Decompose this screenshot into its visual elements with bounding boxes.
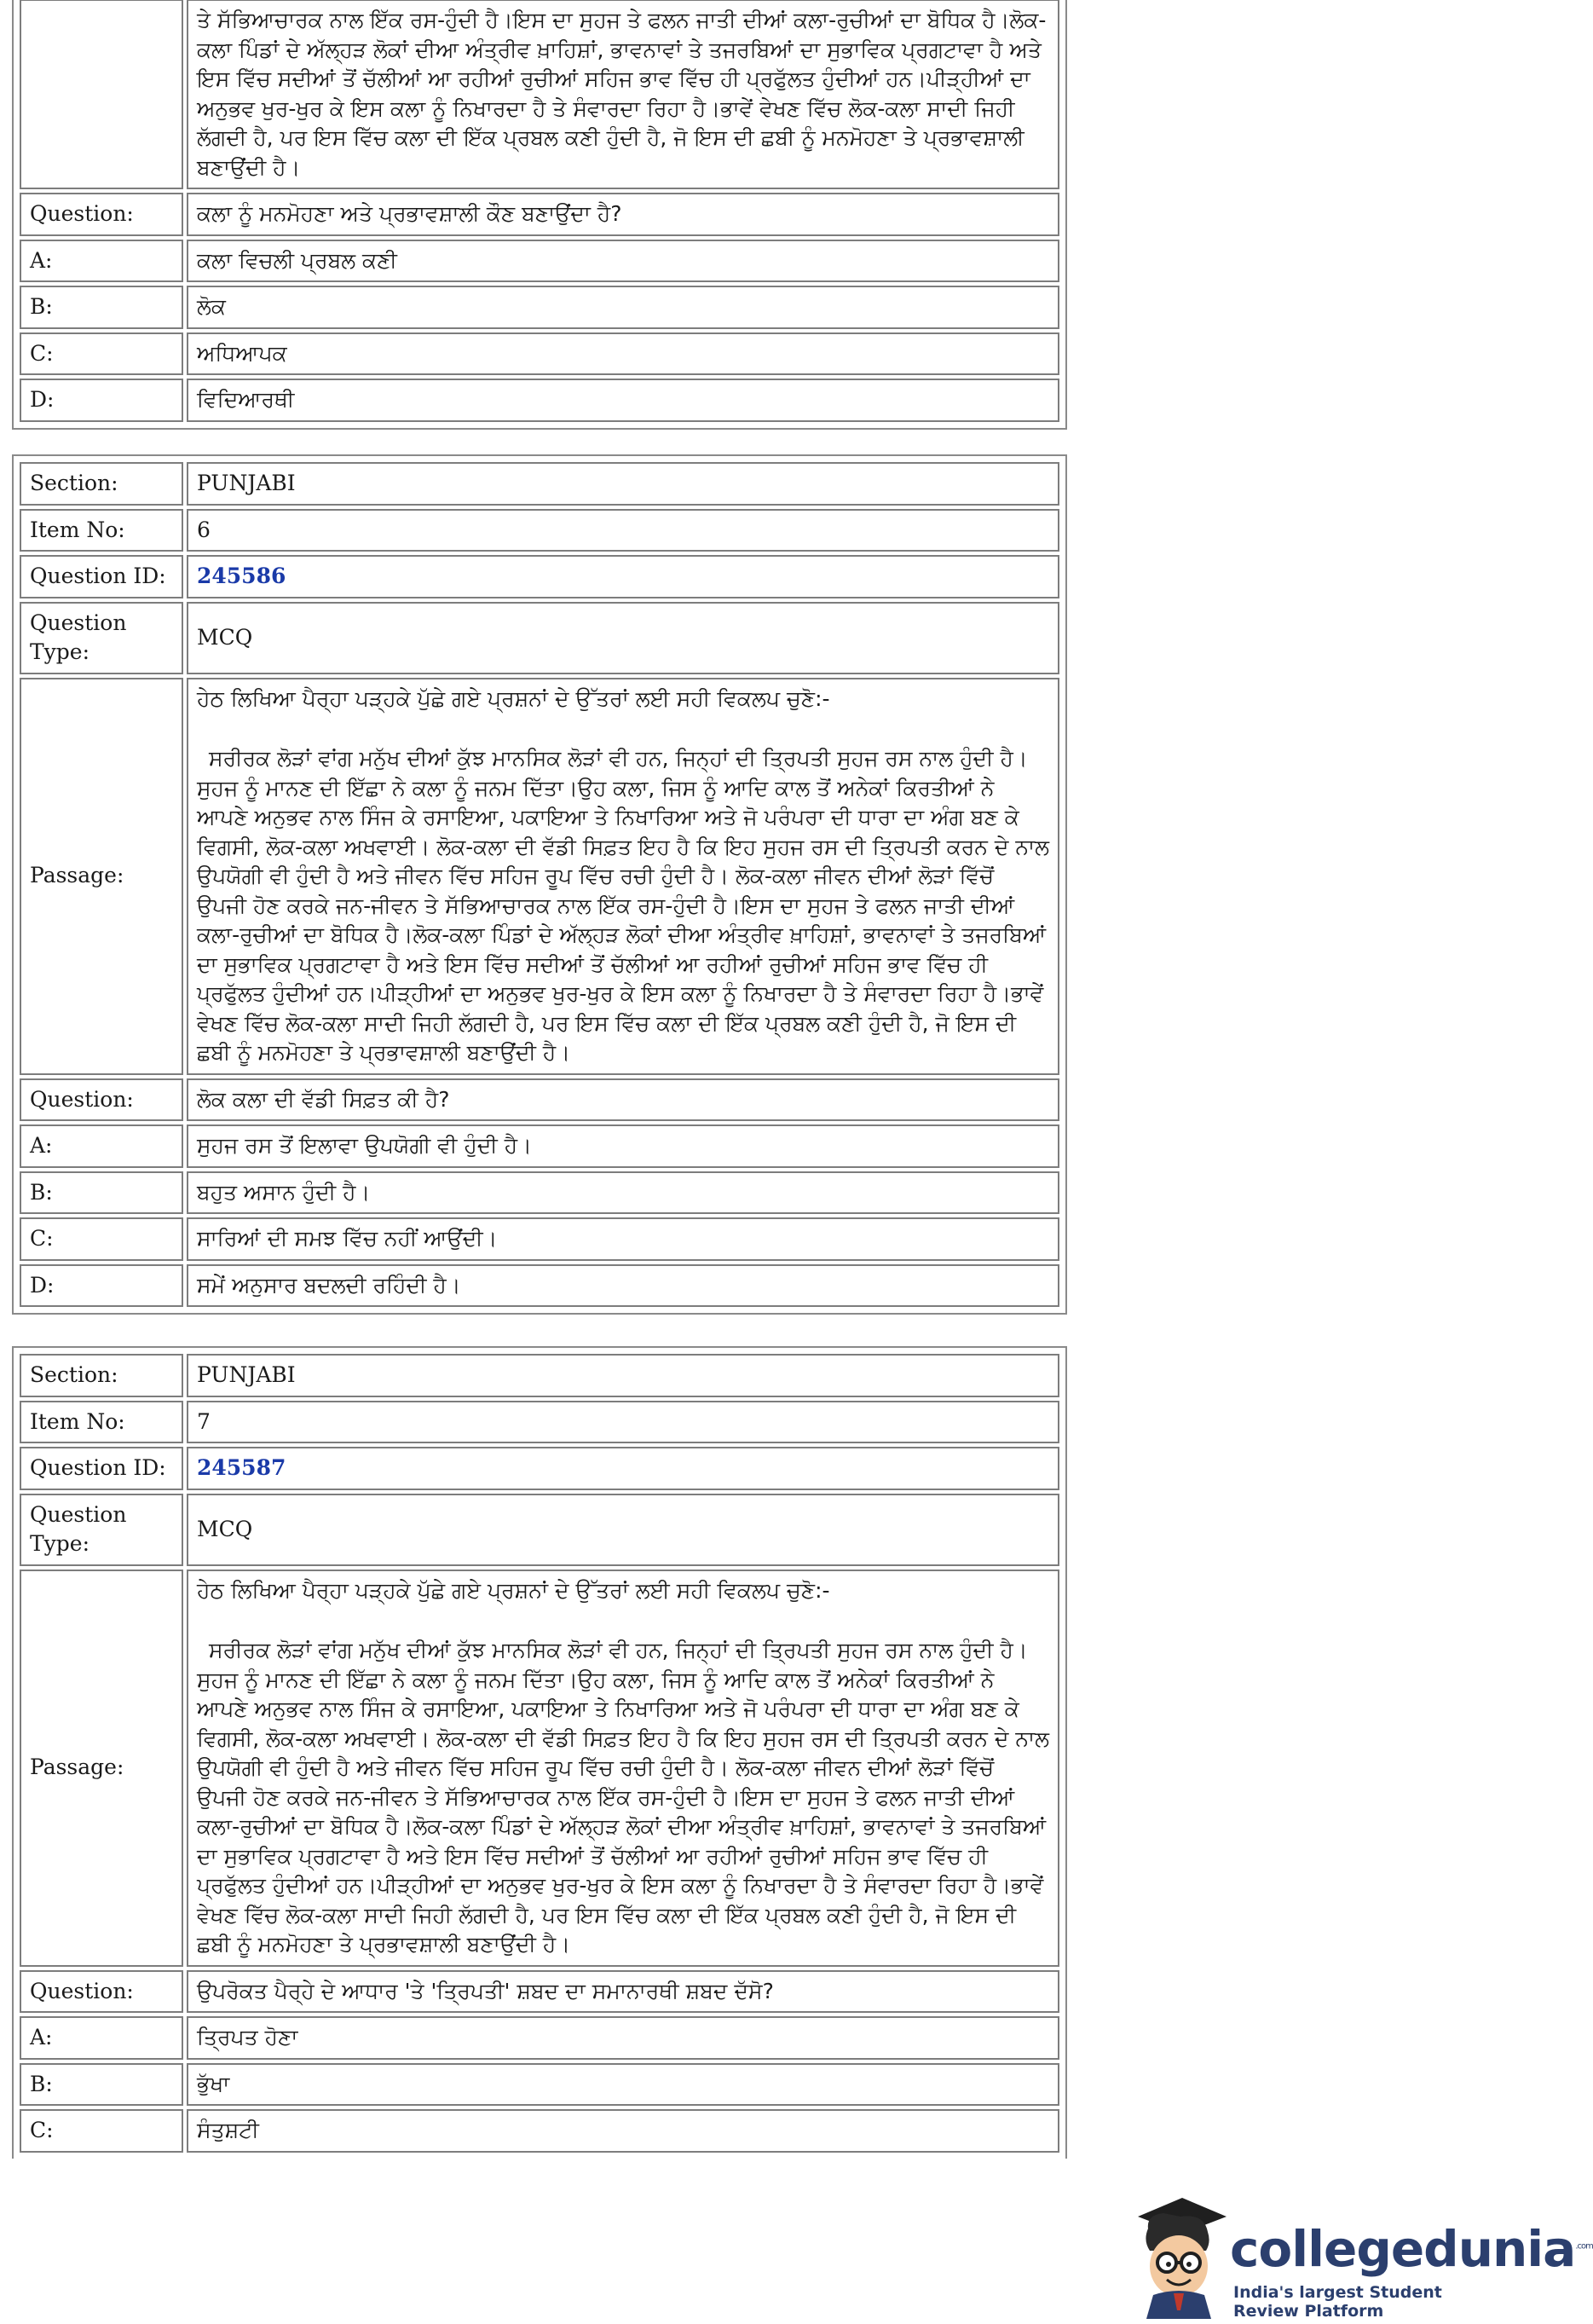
option-a-text: ਕਲਾ ਵਿਚਲੀ ਪ੍ਰਬਲ ਕਣੀ: [187, 240, 1059, 283]
option-d-text: ਸਮੇਂ ਅਨੁਸਾਰ ਬਦਲਦੀ ਰਹਿੰਦੀ ਹੈ।: [187, 1264, 1059, 1308]
passage-cell: [187, 0, 1059, 189]
brand-name: [1230, 2220, 1593, 2278]
question-label: Question:: [20, 1078, 183, 1122]
option-a-label: A:: [20, 240, 183, 283]
option-c-text: ਸੰਤੁਸ਼ਟੀ: [187, 2109, 1059, 2153]
passage-label-cell: [20, 0, 183, 189]
item-no-label: Item No:: [20, 1401, 183, 1444]
brand-tagline: India's largest Student Review Platform: [1233, 2283, 1442, 2321]
question-id-label: Question ID:: [20, 1447, 183, 1490]
question-table-item-6: [12, 454, 1067, 1315]
question-table-item-5: [12, 0, 1067, 430]
option-b-label: B:: [20, 286, 183, 329]
option-d-label: D:: [20, 379, 183, 422]
passage-intro: ਹੇਠ ਲਿਖਿਆ ਪੈਰ੍ਹਾ ਪੜ੍ਹਕੇ ਪੁੱਛੇ ਗਏ ਪ੍ਰਸ਼ਨਾਂ ਦੇ ਉੱਤਰਾਂ ਲਈ ਸਹੀ ਵਿਕਲਪ ਚੁਣੋ:-: [197, 685, 830, 711]
section-value: PUNJABI: [187, 1354, 1059, 1397]
question-label: Question:: [20, 1970, 183, 2014]
question-id-label: Question ID:: [20, 555, 183, 598]
option-a-label: A:: [20, 2016, 183, 2060]
option-c-label: C:: [20, 1217, 183, 1261]
passage-label: Passage:: [20, 1570, 183, 1967]
question-text: ਉਪਰੋਕਤ ਪੈਰ੍ਹੇ ਦੇ ਆਧਾਰ 'ਤੇ 'ਤ੍ਰਿਪਤੀ' ਸ਼ਬਦ ਦਾ ਸਮਾਨਾਰਥੀ ਸ਼ਬਦ ਦੱਸੋ?: [187, 1970, 1059, 2014]
brand-suffix: .com: [1575, 2241, 1593, 2252]
option-b-label: B:: [20, 2063, 183, 2107]
option-a-text: ਸੁਹਜ ਰਸ ਤੋਂ ਇਲਾਵਾ ਉਪਯੋਗੀ ਵੀ ਹੁੰਦੀ ਹੈ।: [187, 1124, 1059, 1168]
option-b-text: ਭੁੱਖਾ: [187, 2063, 1059, 2107]
passage-text: ਸਰੀਰਕ ਲੋੜਾਂ ਵਾਂਗ ਮਨੁੱਖ ਦੀਆਂ ਕੁੱਝ ਮਾਨਸਿਕ ਲੋੜਾਂ ਵੀ ਹਨ, ਜਿਨ੍ਹਾਂ ਦੀ ਤ੍ਰਿਪਤੀ ਸੁਹਜ ਰਸ ਨਾਲ ਹੁੰਦੀ ਹੈ।ਸੁਹਜ ਨੂੰ ਮਾਨਣ ਦੀ ਇੱਛਾ ਨੇ ਕਲਾ ਨੂੰ ਜਨਮ ਦਿੱਤਾ।ਉਹ ਕਲਾ, ਜਿਸ ਨੂੰ ਆਦਿ ਕਾਲ ਤੋਂ ਅਨੇਕਾਂ ਕਿਰਤੀਆਂ ਨੇ ਆਪਣੇ ਅਨੁਭਵ ਨਾਲ ਸਿੰਜ ਕੇ ਰਸਾਇਆ, ਪਕਾਇਆ ਤੇ ਨਿਖਾਰਿਆ ਅਤੇ ਜੋ ਪਰੰਪਰਾ ਦੀ ਧਾਰਾ ਦਾ ਅੰਗ ਬਣ ਕੇ ਵਿਗਸੀ, ਲੋਕ-ਕਲਾ ਅਖਵਾਈ। ਲੋਕ-ਕਲਾ ਦੀ ਵੱਡੀ ਸਿਫ਼ਤ ਇਹ ਹੈ ਕਿ ਇਹ ਸੁਹਜ ਰਸ ਦੀ ਤ੍ਰਿਪਤੀ ਕਰਨ ਦੇ ਨਾਲ ਉਪਯੋਗੀ ਵੀ ਹੁੰਦੀ ਹੈ ਅਤੇ ਜੀਵਨ ਵਿੱਚ ਸਹਿਜ ਰੂਪ ਵਿੱਚ ਰਚੀ ਹੁੰਦੀ ਹੈ। ਲੋਕ-ਕਲਾ ਜੀਵਨ ਦੀਆਂ ਲੋੜਾਂ ਵਿੱਚੋਂ ਉਪਜੀ ਹੋਣ ਕਰਕੇ ਜਨ-ਜੀਵਨ ਤੇ ਸੱਭਿਆਚਾਰਕ ਨਾਲ ਇੱਕ ਰਸ-ਹੁੰਦੀ ਹੈ।ਇਸ ਦਾ ਸੁਹਜ ਤੇ ਫਲਨ ਜਾਤੀ ਦੀਆਂ ਕਲਾ-ਰੁਚੀਆਂ ਦਾ ਬੋਧਿਕ ਹੈ।ਲੋਕ-ਕਲਾ ਪਿੰਡਾਂ ਦੇ ਅੱਲ੍ਹੜ ਲੋਕਾਂ ਦੀਆ ਅੰਤ੍ਰੀਵ ਖ਼ਾਹਿਸ਼ਾਂ, ਭਾਵਨਾਵਾਂ ਤੇ ਤਜਰਬਿਆਂ ਦਾ ਸੁਭਾਵਿਕ ਪ੍ਰਗਟਾਵਾ ਹੈ ਅਤੇ ਇਸ ਵਿੱਚ ਸਦੀਆਂ ਤੋਂ ਚੱਲੀਆਂ ਆ ਰਹੀਆਂ ਰੁਚੀਆਂ ਸਹਿਜ ਭਾਵ ਵਿੱਚ ਹੀ ਪ੍ਰਫੁੱਲਤ ਹੁੰਦੀਆਂ ਹਨ।ਪੀੜ੍ਹੀਆਂ ਦਾ ਅਨੁਭਵ ਖੁਰ-ਖੁਰ ਕੇ ਇਸ ਕਲਾ ਨੂੰ ਨਿਖਾਰਦਾ ਹੈ ਤੇ ਸੰਵਾਰਦਾ ਰਿਹਾ ਹੈ।ਭਾਵੇਂ ਵੇਖਣ ਵਿੱਚ ਲੋਕ-ਕਲਾ ਸਾਦੀ ਜਿਹੀ ਲੱਗਦੀ ਹੈ, ਪਰ ਇਸ ਵਿੱਚ ਕਲਾ ਦੀ ਇੱਕ ਪ੍ਰਬਲ ਕਣੀ ਹੁੰਦੀ ਹੈ, ਜੋ ਇਸ ਦੀ ਛਬੀ ਨੂੰ ਮਨਮੋਹਣਾ ਤੇ ਪ੍ਰਭਾਵਸ਼ਾਲੀ ਬਣਾਉਂਦੀ ਹੈ।: [197, 1638, 1050, 1957]
option-a-label: A:: [20, 1124, 183, 1168]
question-table-item-7: [12, 1346, 1067, 2159]
student-mascot-icon: [1129, 2191, 1230, 2319]
passage-cell: [187, 678, 1059, 1075]
passage-cell: [187, 1570, 1059, 1967]
collegedunia-logo: [1129, 2191, 1593, 2321]
passage-intro: ਹੇਠ ਲਿਖਿਆ ਪੈਰ੍ਹਾ ਪੜ੍ਹਕੇ ਪੁੱਛੇ ਗਏ ਪ੍ਰਸ਼ਨਾਂ ਦੇ ਉੱਤਰਾਂ ਲਈ ਸਹੀ ਵਿਕਲਪ ਚੁਣੋ:-: [197, 1577, 830, 1603]
question-type-value: MCQ: [187, 1494, 1059, 1566]
option-b-text: ਲੋਕ: [187, 286, 1059, 329]
passage-label: Passage:: [20, 678, 183, 1075]
section-value: PUNJABI: [187, 462, 1059, 506]
question-text: ਕਲਾ ਨੂੰ ਮਨਮੋਹਣਾ ਅਤੇ ਪ੍ਰਭਾਵਸ਼ਾਲੀ ਕੌਣ ਬਣਾਉਂਦਾ ਹੈ?: [187, 193, 1059, 236]
question-type-value: MCQ: [187, 602, 1059, 674]
item-no-label: Item No:: [20, 509, 183, 552]
option-c-text: ਅਧਿਆਪਕ: [187, 332, 1059, 376]
option-d-text: ਵਿਦਿਆਰਥੀ: [187, 379, 1059, 422]
question-text: ਲੋਕ ਕਲਾ ਦੀ ਵੱਡੀ ਸਿਫ਼ਤ ਕੀ ਹੈ?: [187, 1078, 1059, 1122]
option-c-label: C:: [20, 332, 183, 376]
question-id-value: 245587: [187, 1447, 1059, 1490]
passage-text: ਤੇ ਸੱਭਿਆਚਾਰਕ ਨਾਲ ਇੱਕ ਰਸ-ਹੁੰਦੀ ਹੈ।ਇਸ ਦਾ ਸੁਹਜ ਤੇ ਫਲਨ ਜਾਤੀ ਦੀਆਂ ਕਲਾ-ਰੁਚੀਆਂ ਦਾ ਬੋਧਿਕ ਹੈ।ਲੋਕ-ਕਲਾ ਪਿੰਡਾਂ ਦੇ ਅੱਲ੍ਹੜ ਲੋਕਾਂ ਦੀਆ ਅੰਤ੍ਰੀਵ ਖ਼ਾਹਿਸ਼ਾਂ, ਭਾਵਨਾਵਾਂ ਤੇ ਤਜਰਬਿਆਂ ਦਾ ਸੁਭਾਵਿਕ ਪ੍ਰਗਟਾਵਾ ਹੈ ਅਤੇ ਇਸ ਵਿੱਚ ਸਦੀਆਂ ਤੋਂ ਚੱਲੀਆਂ ਆ ਰਹੀਆਂ ਰੁਚੀਆਂ ਸਹਿਜ ਭਾਵ ਵਿੱਚ ਹੀ ਪ੍ਰਫੁੱਲਤ ਹੁੰਦੀਆਂ ਹਨ।ਪੀੜ੍ਹੀਆਂ ਦਾ ਅਨੁਭਵ ਖੁਰ-ਖੁਰ ਕੇ ਇਸ ਕਲਾ ਨੂੰ ਨਿਖਾਰਦਾ ਹੈ ਤੇ ਸੰਵਾਰਦਾ ਰਿਹਾ ਹੈ।ਭਾਵੇਂ ਵੇਖਣ ਵਿੱਚ ਲੋਕ-ਕਲਾ ਸਾਦੀ ਜਿਹੀ ਲੱਗਦੀ ਹੈ, ਪਰ ਇਸ ਵਿੱਚ ਕਲਾ ਦੀ ਇੱਕ ਪ੍ਰਬਲ ਕਣੀ ਹੁੰਦੀ ਹੈ, ਜੋ ਇਸ ਦੀ ਛਬੀ ਨੂੰ ਮਨਮੋਹਣਾ ਤੇ ਪ੍ਰਭਾਵਸ਼ਾਲੀ ਬਣਾਉਂਦੀ ਹੈ।: [197, 8, 1047, 180]
option-b-label: B:: [20, 1171, 183, 1215]
question-id-value: 245586: [187, 555, 1059, 598]
question-label: Question:: [20, 193, 183, 236]
question-type-label: Question Type:: [20, 602, 183, 674]
option-d-label: D:: [20, 1264, 183, 1308]
section-label: Section:: [20, 1354, 183, 1397]
option-a-text: ਤ੍ਰਿਪਤ ਹੋਣਾ: [187, 2016, 1059, 2060]
item-no-value: 7: [187, 1401, 1059, 1444]
question-type-label: Question Type:: [20, 1494, 183, 1566]
option-b-text: ਬਹੁਤ ਅਸਾਨ ਹੁੰਦੀ ਹੈ।: [187, 1171, 1059, 1215]
section-label: Section:: [20, 462, 183, 506]
item-no-value: 6: [187, 509, 1059, 552]
option-c-text: ਸਾਰਿਆਂ ਦੀ ਸਮਝ ਵਿੱਚ ਨਹੀਂ ਆਉਂਦੀ।: [187, 1217, 1059, 1261]
option-c-label: C:: [20, 2109, 183, 2153]
passage-text: ਸਰੀਰਕ ਲੋੜਾਂ ਵਾਂਗ ਮਨੁੱਖ ਦੀਆਂ ਕੁੱਝ ਮਾਨਸਿਕ ਲੋੜਾਂ ਵੀ ਹਨ, ਜਿਨ੍ਹਾਂ ਦੀ ਤ੍ਰਿਪਤੀ ਸੁਹਜ ਰਸ ਨਾਲ ਹੁੰਦੀ ਹੈ।ਸੁਹਜ ਨੂੰ ਮਾਨਣ ਦੀ ਇੱਛਾ ਨੇ ਕਲਾ ਨੂੰ ਜਨਮ ਦਿੱਤਾ।ਉਹ ਕਲਾ, ਜਿਸ ਨੂੰ ਆਦਿ ਕਾਲ ਤੋਂ ਅਨੇਕਾਂ ਕਿਰਤੀਆਂ ਨੇ ਆਪਣੇ ਅਨੁਭਵ ਨਾਲ ਸਿੰਜ ਕੇ ਰਸਾਇਆ, ਪਕਾਇਆ ਤੇ ਨਿਖਾਰਿਆ ਅਤੇ ਜੋ ਪਰੰਪਰਾ ਦੀ ਧਾਰਾ ਦਾ ਅੰਗ ਬਣ ਕੇ ਵਿਗਸੀ, ਲੋਕ-ਕਲਾ ਅਖਵਾਈ। ਲੋਕ-ਕਲਾ ਦੀ ਵੱਡੀ ਸਿਫ਼ਤ ਇਹ ਹੈ ਕਿ ਇਹ ਸੁਹਜ ਰਸ ਦੀ ਤ੍ਰਿਪਤੀ ਕਰਨ ਦੇ ਨਾਲ ਉਪਯੋਗੀ ਵੀ ਹੁੰਦੀ ਹੈ ਅਤੇ ਜੀਵਨ ਵਿੱਚ ਸਹਿਜ ਰੂਪ ਵਿੱਚ ਰਚੀ ਹੁੰਦੀ ਹੈ। ਲੋਕ-ਕਲਾ ਜੀਵਨ ਦੀਆਂ ਲੋੜਾਂ ਵਿੱਚੋਂ ਉਪਜੀ ਹੋਣ ਕਰਕੇ ਜਨ-ਜੀਵਨ ਤੇ ਸੱਭਿਆਚਾਰਕ ਨਾਲ ਇੱਕ ਰਸ-ਹੁੰਦੀ ਹੈ।ਇਸ ਦਾ ਸੁਹਜ ਤੇ ਫਲਨ ਜਾਤੀ ਦੀਆਂ ਕਲਾ-ਰੁਚੀਆਂ ਦਾ ਬੋਧਿਕ ਹੈ।ਲੋਕ-ਕਲਾ ਪਿੰਡਾਂ ਦੇ ਅੱਲ੍ਹੜ ਲੋਕਾਂ ਦੀਆ ਅੰਤ੍ਰੀਵ ਖ਼ਾਹਿਸ਼ਾਂ, ਭਾਵਨਾਵਾਂ ਤੇ ਤਜਰਬਿਆਂ ਦਾ ਸੁਭਾਵਿਕ ਪ੍ਰਗਟਾਵਾ ਹੈ ਅਤੇ ਇਸ ਵਿੱਚ ਸਦੀਆਂ ਤੋਂ ਚੱਲੀਆਂ ਆ ਰਹੀਆਂ ਰੁਚੀਆਂ ਸਹਿਜ ਭਾਵ ਵਿੱਚ ਹੀ ਪ੍ਰਫੁੱਲਤ ਹੁੰਦੀਆਂ ਹਨ।ਪੀੜ੍ਹੀਆਂ ਦਾ ਅਨੁਭਵ ਖੁਰ-ਖੁਰ ਕੇ ਇਸ ਕਲਾ ਨੂੰ ਨਿਖਾਰਦਾ ਹੈ ਤੇ ਸੰਵਾਰਦਾ ਰਿਹਾ ਹੈ।ਭਾਵੇਂ ਵੇਖਣ ਵਿੱਚ ਲੋਕ-ਕਲਾ ਸਾਦੀ ਜਿਹੀ ਲੱਗਦੀ ਹੈ, ਪਰ ਇਸ ਵਿੱਚ ਕਲਾ ਦੀ ਇੱਕ ਪ੍ਰਬਲ ਕਣੀ ਹੁੰਦੀ ਹੈ, ਜੋ ਇਸ ਦੀ ਛਬੀ ਨੂੰ ਮਨਮੋਹਣਾ ਤੇ ਪ੍ਰਭਾਵਸ਼ਾਲੀ ਬਣਾਉਂਦੀ ਹੈ।: [197, 746, 1050, 1065]
brand-text: collegedunia: [1230, 2220, 1576, 2278]
